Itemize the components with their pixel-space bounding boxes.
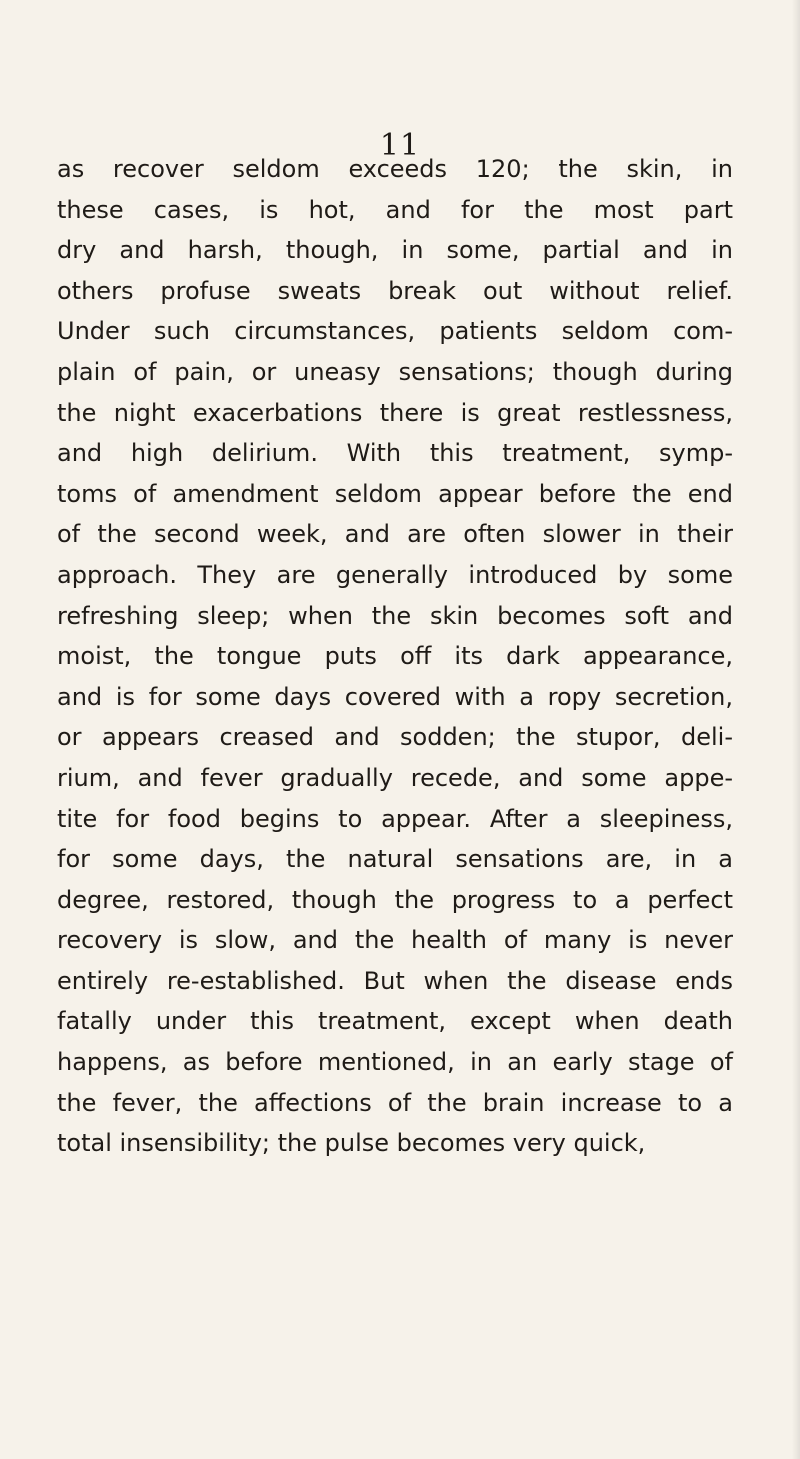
text-line-11: approach. They are generally introduced by some [57, 560, 733, 589]
text-line-8: and high delirium. With this treatment, symp- [57, 439, 733, 468]
text-line-19: degree, restored, though the progress to a perfect [57, 885, 733, 914]
text-line-6: plain of pain, or uneasy sensations; though during [57, 357, 733, 386]
body-text [57, 149, 733, 1164]
text-line-14: and is for some days covered with a ropy secretion, [57, 682, 733, 711]
text-line-21: entirely re-established. But when the disease ends [57, 966, 733, 995]
page-edge-shadow [792, 0, 800, 1459]
text-line-23: happens, as before mentioned, in an early stage of [57, 1048, 733, 1077]
text-line-15: or appears creased and sodden; the stupor, deli- [57, 723, 733, 752]
text-line-25: total insensibility; the pulse becomes very quick, [57, 1129, 646, 1158]
text-line-16: rium, and fever gradually recede, and some appe- [57, 763, 733, 792]
page-number: 11 [379, 128, 421, 163]
text-line-17: tite for food begins to appear. After a sleepiness, [57, 804, 733, 833]
text-line-24: the fever, the affections of the brain increase to a [57, 1088, 733, 1117]
text-line-7: the night exacerbations there is great restlessness, [57, 398, 733, 427]
text-line-1: as recover seldom exceeds 120; the skin, in [57, 155, 733, 183]
text-line-10: of the second week, and are often slower in their [57, 520, 733, 549]
text-line-2: these cases, is hot, and for the most part [57, 195, 733, 224]
text-line-18: for some days, the natural sensations are, in a [57, 845, 733, 874]
text-line-9: toms of amendment seldom appear before the end [57, 479, 733, 508]
text-line-20: recovery is slow, and the health of many is never [57, 926, 733, 955]
text-line-3: dry and harsh, though, in some, partial and in [57, 236, 733, 265]
text-line-13: moist, the tongue puts off its dark appearance, [57, 642, 733, 671]
text-line-22: fatally under this treatment, except when death [57, 1007, 733, 1036]
text-line-5: Under such circumstances, patients seldom com- [57, 317, 733, 346]
text-line-4: others profuse sweats break out without relief. [57, 276, 733, 305]
text-line-12: refreshing sleep; when the skin becomes soft and [57, 601, 733, 630]
